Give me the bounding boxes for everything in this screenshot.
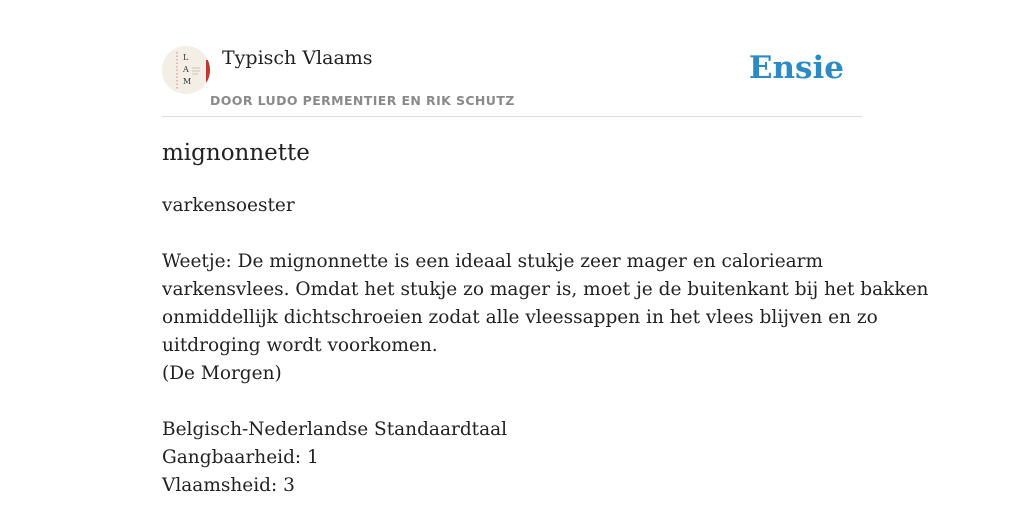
fact-line: Weetje: De mignonnette is een ideaal stukje zeer mager en caloriearm: [162, 251, 824, 272]
entry-flemishness: Vlaamsheid: 3: [162, 475, 295, 496]
book-authors: DOOR LUDO PERMENTIER EN RIK SCHUTZ: [210, 93, 515, 108]
entry-commonness: Gangbaarheid: 1: [162, 447, 319, 468]
logo-letter: A: [183, 65, 189, 74]
book-cover-icon[interactable]: [162, 46, 210, 94]
logo-letter: L: [183, 53, 189, 62]
entry-source: (De Morgen): [162, 363, 282, 384]
logo-letter: M: [183, 77, 192, 86]
fact-line: uitdroging wordt voorkomen.: [162, 335, 438, 356]
fact-line: varkensvlees. Omdat het stukje zo mager is, moet je de buitenkant bij het bakken: [162, 279, 929, 300]
entry-language: Belgisch-Nederlandse Standaardtaal: [162, 419, 508, 440]
entry-body: [162, 192, 929, 500]
book-title-link[interactable]: Typisch Vlaams: [222, 47, 373, 69]
header: [162, 44, 862, 117]
entry-definition: varkensoester: [162, 195, 295, 216]
entry-fact: [162, 248, 929, 360]
spacer: [162, 388, 862, 416]
ensie-logo-link[interactable]: Ensie: [748, 50, 844, 86]
fact-line: onmiddellijk dichtschroeien zodat alle vleessappen in het vlees blijven en zo: [162, 307, 878, 328]
entry-title: mignonnette: [162, 140, 310, 166]
spacer: [162, 220, 862, 248]
